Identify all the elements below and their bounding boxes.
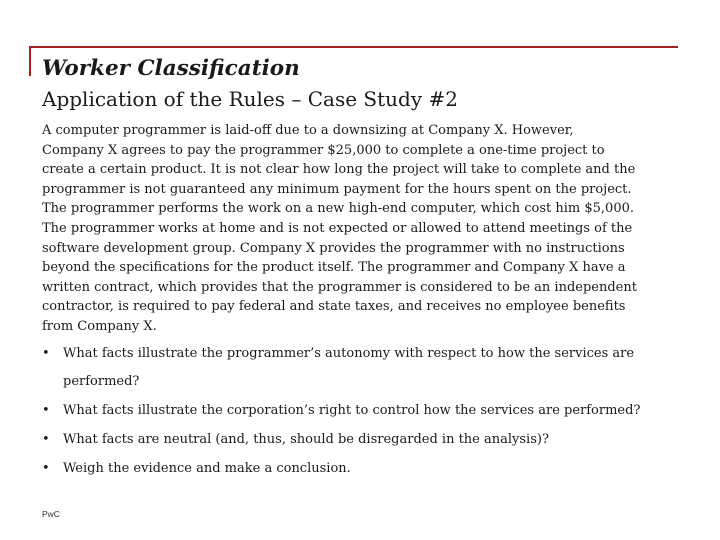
- question-text: What facts are neutral (and, thus, should be disregarded in the analysis)?: [63, 432, 549, 447]
- question-item: [42, 397, 692, 425]
- bullet-icon: •: [42, 403, 50, 418]
- slide-title: Worker Classification: [42, 56, 300, 81]
- paragraph-line: contractor, is required to pay federal and state taxes, and receives no employee benefits: [42, 299, 626, 315]
- bullet-icon: •: [42, 432, 50, 447]
- header-side-rule: [29, 46, 31, 76]
- case-study-paragraph: [42, 121, 692, 337]
- paragraph-line: beyond the specifications for the product itself. The programmer and Company X have a: [42, 260, 626, 276]
- paragraph-line: Company X agrees to pay the programmer $25,000 to complete a one-time project to: [42, 142, 605, 158]
- question-text: What facts illustrate the programmer’s autonomy with respect to how the services are performed?: [63, 346, 635, 389]
- question-list: [42, 340, 692, 484]
- paragraph-line: software development group. Company X provides the programmer with no instructions: [42, 240, 625, 256]
- bullet-icon: •: [42, 461, 50, 476]
- footer-brand: PwC: [42, 509, 60, 519]
- question-item: [42, 340, 692, 396]
- paragraph-line: The programmer performs the work on a new high-end computer, which cost him $5,000.: [42, 201, 634, 217]
- question-item: [42, 455, 692, 483]
- slide-subtitle: Application of the Rules – Case Study #2: [42, 87, 458, 111]
- header-rule: [29, 46, 678, 48]
- paragraph-line: programmer is not guaranteed any minimum payment for the hours spent on the project.: [42, 181, 632, 197]
- paragraph-line: A computer programmer is laid-off due to a downsizing at Company X. However,: [42, 123, 574, 138]
- bullet-icon: •: [42, 346, 50, 361]
- question-text: What facts illustrate the corporation’s right to control how the services are performed?: [63, 403, 641, 418]
- paragraph-line: create a certain product. It is not clear how long the project will take to complete and the: [42, 162, 636, 178]
- paragraph-line: The programmer works at home and is not expected or allowed to attend meetings of the: [42, 220, 633, 236]
- paragraph-line: from Company X.: [42, 318, 157, 334]
- paragraph-line: written contract, which provides that the programmer is considered to be an independent: [42, 279, 637, 295]
- question-item: [42, 426, 692, 454]
- question-text: Weigh the evidence and make a conclusion.: [63, 461, 351, 476]
